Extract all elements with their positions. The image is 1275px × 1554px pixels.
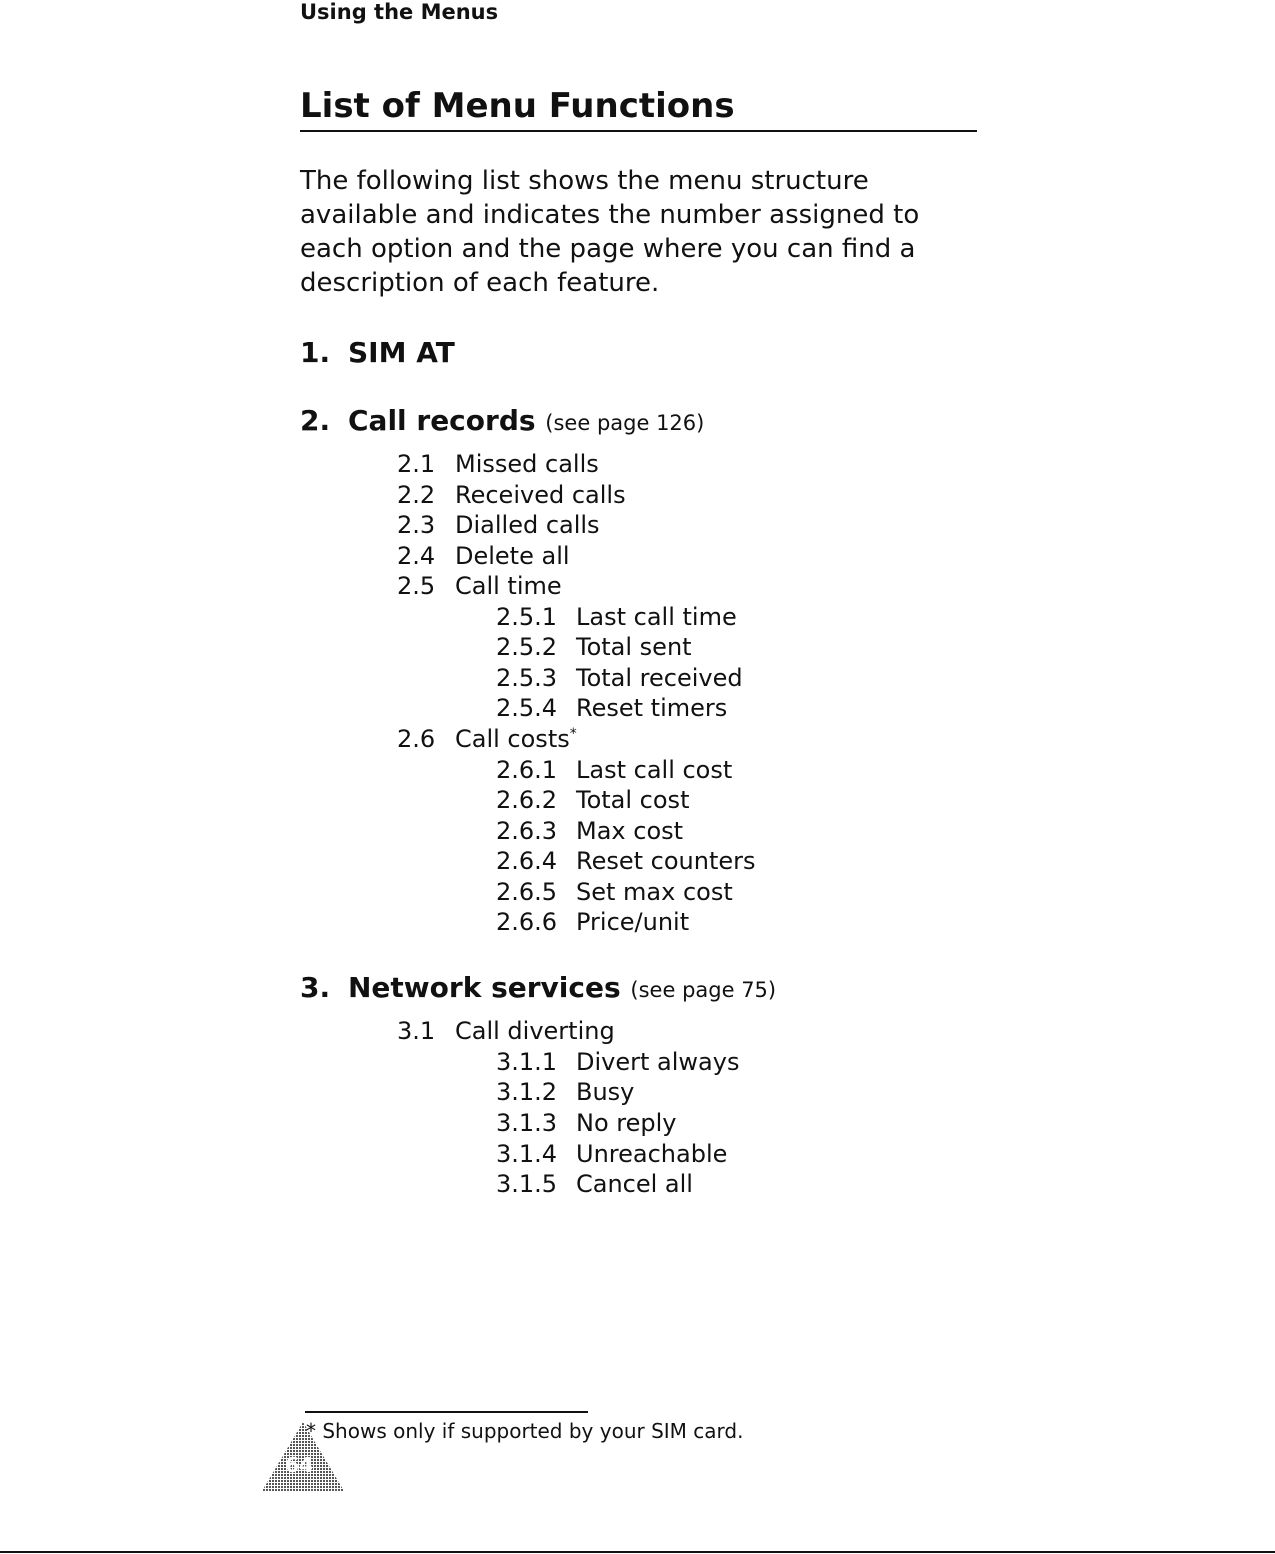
footnote-rule: [305, 1411, 588, 1413]
list-item: [397, 449, 599, 479]
list-item: [397, 724, 577, 754]
item-number: 2.6: [397, 725, 436, 753]
list-item: [496, 755, 732, 785]
item-label: Unreachable: [576, 1140, 728, 1168]
item-number: 2.3: [397, 511, 436, 539]
item-label: Received calls: [455, 481, 626, 509]
item-label: Reset timers: [576, 694, 728, 722]
item-number: 3.1.2: [496, 1078, 558, 1106]
menu-section-call-records: [300, 403, 704, 441]
list-item: [397, 571, 562, 601]
page-title: List of Menu Functions: [300, 86, 735, 126]
section-page-ref: (see page 75): [630, 978, 777, 1002]
list-item: [496, 1108, 676, 1138]
intro-paragraph: The following list shows the menu structure available and indicates the number assigned to each option and the page where you can find a description of each feature.: [300, 166, 920, 298]
section-title: SIM AT: [348, 336, 455, 369]
item-number: 3.1: [397, 1017, 436, 1045]
item-number: 2.6.4: [496, 847, 558, 875]
item-label: Total cost: [576, 786, 690, 814]
item-number: 3.1.1: [496, 1048, 558, 1076]
item-number: 3.1.3: [496, 1109, 558, 1137]
item-number: 2.5: [397, 572, 436, 600]
item-label: Set max cost: [576, 878, 733, 906]
item-label: Last call cost: [576, 756, 733, 784]
title-rule: [300, 130, 977, 132]
section-number: 2.: [300, 404, 331, 437]
section-page-ref: (see page 126): [545, 411, 705, 435]
item-label: Divert always: [576, 1048, 740, 1076]
list-item: [496, 816, 683, 846]
item-label: Max cost: [576, 817, 684, 845]
item-label: Last call time: [576, 603, 737, 631]
list-item: [496, 1047, 739, 1077]
list-item: [496, 632, 692, 662]
section-number: 1.: [300, 336, 331, 369]
item-number: 2.5.4: [496, 694, 558, 722]
list-item: [496, 877, 733, 907]
item-number: 2.6.2: [496, 786, 558, 814]
item-number: 2.6.5: [496, 878, 558, 906]
list-item: [496, 693, 727, 723]
list-item: [397, 480, 626, 510]
item-label: Total received: [576, 664, 743, 692]
page-bottom-rule: [0, 1551, 1275, 1553]
list-item: [496, 602, 737, 632]
list-item: [496, 663, 743, 693]
item-number: 2.2: [397, 481, 436, 509]
item-label: No reply: [576, 1109, 677, 1137]
item-label: Call time: [455, 572, 562, 600]
item-number: 2.5.3: [496, 664, 558, 692]
list-item: [496, 1139, 727, 1169]
item-label: Call costs: [455, 725, 570, 753]
list-item: [496, 1077, 634, 1107]
footnote-marker: *: [569, 726, 577, 742]
list-item: [397, 510, 600, 540]
list-item: [397, 541, 570, 571]
item-label: Cancel all: [576, 1170, 693, 1198]
list-item: [496, 1169, 693, 1199]
section-number: 3.: [300, 971, 331, 1004]
item-number: 2.6.6: [496, 908, 558, 936]
page-number: 64: [285, 1453, 313, 1477]
item-label: Delete all: [455, 542, 570, 570]
running-head: Using the Menus: [300, 0, 499, 24]
menu-section-network-services: [300, 970, 776, 1008]
list-item: [496, 846, 756, 876]
menu-section-sim-at: [300, 335, 455, 371]
item-number: 3.1.4: [496, 1140, 558, 1168]
footnote: * Shows only if supported by your SIM card.: [306, 1419, 744, 1443]
list-item: [397, 1016, 615, 1046]
item-label: Busy: [576, 1078, 635, 1106]
item-label: Total sent: [576, 633, 692, 661]
item-number: 2.5.1: [496, 603, 558, 631]
item-number: 2.4: [397, 542, 436, 570]
item-label: Missed calls: [455, 450, 599, 478]
item-label: Price/unit: [576, 908, 690, 936]
list-item: [496, 907, 689, 937]
item-number: 2.1: [397, 450, 436, 478]
section-title: Call records: [348, 404, 536, 437]
item-label: Reset counters: [576, 847, 756, 875]
section-title: Network services: [348, 971, 621, 1004]
item-number: 2.6.3: [496, 817, 558, 845]
item-label: Dialled calls: [455, 511, 600, 539]
item-label: Call diverting: [455, 1017, 615, 1045]
list-item: [496, 785, 689, 815]
item-number: 2.6.1: [496, 756, 558, 784]
item-number: 2.5.2: [496, 633, 558, 661]
item-number: 3.1.5: [496, 1170, 558, 1198]
